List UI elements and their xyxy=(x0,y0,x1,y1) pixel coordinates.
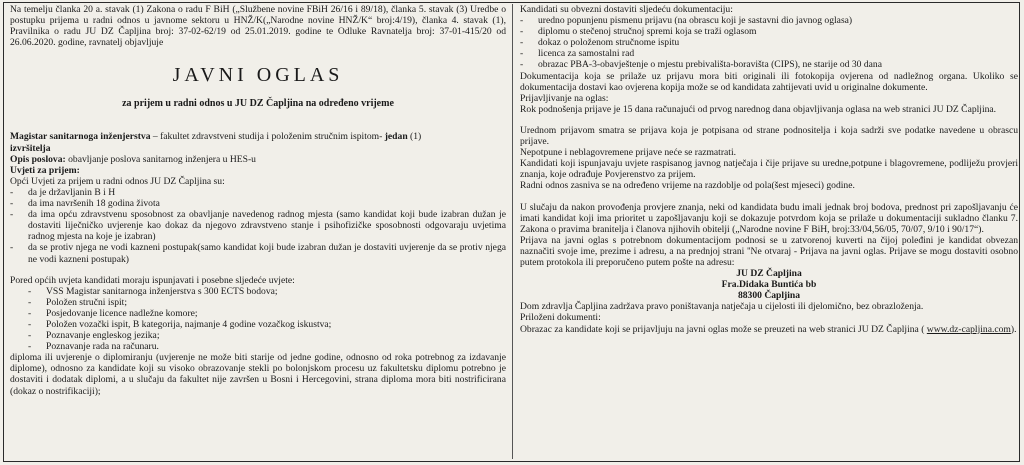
incomplete-application: Nepotpune i neblagovremene prijave neće se razmatrati. xyxy=(520,147,737,159)
list-item: - Poznavanje rada na računaru. xyxy=(28,341,159,353)
documentation-note: Dokumentacija koja se prilaže uz prijavu mora biti originali ili fotokopija ovjerena od nadležnog organa. Ukoliko se dokumentacija dostavi kao ovjerena kopija može se od kandidata zahtijevati uvid u originalne dokumente. xyxy=(520,70,1018,93)
job-description-label: Opis poslova: xyxy=(10,153,66,165)
list-item: - VSS Magistar sanitarnoga inženjerstva s 300 ECTS bodova; xyxy=(28,285,278,297)
conditions-heading-text: Uvjeti za prijem: xyxy=(10,164,80,176)
documents-list xyxy=(520,15,1018,70)
equal-points: U slučaju da nakon provođenja provjere znanja, neki od kandidata budu imali jednak broj bodova, prednost pri zapošljavanju će imati kandidat koji ima prioritet u zapošljavanju koji se dokazuje potvrdom koja se prilaže u dokumentaciji sukladno članku 7. Zakona o pravima branitelja i članova njihovih obitelji („Narodne novine F BiH, broj:33/04,56/05, 70/07, 9/10 i 90/17“). xyxy=(520,201,1018,235)
job-description-text: obavljanje poslova sanitarnog inženjera u HES-u xyxy=(65,153,256,165)
address-line: 88300 Čapljina xyxy=(737,290,801,302)
list-item: - da ima navršenih 18 godina života xyxy=(10,198,160,210)
job-description xyxy=(10,154,506,165)
general-conditions-list xyxy=(10,187,506,265)
special-conditions-list xyxy=(28,286,506,353)
documents-intro: Kandidati su obvezni dostaviti sljedeću dokumentaciju: xyxy=(520,4,733,15)
ad-title: JAVNI OGLAS xyxy=(172,64,344,87)
general-conditions-intro: Opći Uvjeti za prijem u radni odnos JU DZ Čapljina su: xyxy=(10,175,225,187)
position-count-num: (1) xyxy=(407,131,422,143)
diploma-note: diploma ili uvjerenje o diplomiranju (uvjerenje ne može biti starije od jedne godine, odnosno od roka potrebnog za izdavanje diplome), odnosno za kandidate koji su visoko obrazovanje stekli po bolonjskom procesu uz fakultetsku diplomu potrebno je dostaviti i dodatak diplomi, a u slučaju da fakultet nije završen u Bosni i Hercegovini, strana diploma mora biti nostrificirana (dokaz o nostrifikaciji); xyxy=(10,352,506,397)
conditions-heading xyxy=(10,165,506,176)
list-item: - diplomu o stečenoj stručnoj spremi koja se traži oglasom xyxy=(520,26,757,38)
list-item: - da ima opću zdravstvenu sposobnost za obavljanje navedenog radnog mjesta (samo kandidat koji bude izabran dužan je dostaviti liječničko uvjerenje kao dokaz da njegovo zdravstveno stanje i psihofizičke sposobnosti odgovaraju uvjetima radnog mjesta na koje je izabran) xyxy=(10,209,506,243)
list-item: - Položen stručni ispit; xyxy=(28,296,128,308)
address-line: Fra.Didaka Buntića bb xyxy=(721,279,817,291)
left-column xyxy=(10,4,506,397)
form-note-end: ). xyxy=(1010,323,1017,335)
application-label: Prijavljivanje na oglas: xyxy=(520,92,609,104)
employment-term: Radni odnos zasniva se na određeno vrijeme na razdoblje od pola(šest mjeseci) godine. xyxy=(520,180,855,192)
address-block xyxy=(520,268,1018,301)
list-item: - Položen vozački ispit, B kategorija, najmanje 4 godine vozačkog iskustva; xyxy=(28,318,332,330)
knowledge-check: Kandidati koji ispunjavaju uvjete raspisanog javnog natječaja i čije prijave su uredne,potpune i blagovremene, podliježu provjeri znanja, koje odrađuje Povjerenstvo za prijem. xyxy=(520,158,1018,181)
list-item: - obrazac PBA-3-obavještenje o mjestu prebivališta-boravišta (CIPS), ne starije od 30 dana xyxy=(520,59,882,71)
list-item: - uredno popunjenu pismenu prijavu (na obrascu koji je sastavni dio javnog oglasa) xyxy=(520,15,853,27)
position-detail: – fakultet zdravstveni studija i položenim stručnim ispitom- xyxy=(150,131,385,143)
list-item: - Poznavanje engleskog jezika; xyxy=(28,330,160,342)
right-column xyxy=(520,4,1018,335)
form-note xyxy=(520,324,1018,335)
intro-paragraph: Na temelju članka 20 a. stavak (1) Zakona o radu F BiH („Službene novine FBiH 26/16 i 89/18), članka 5. stavak (3) Uredbe o postupku prijema u radni odnos u javnome sektoru u HNŽ/K(„Narodne novine HNŽ/K“ broj:4/19), članka 4. stavak (1), Pravilnika o radu JU DZ Čapljina broj: 37-02-62/19 od 25.01.2019. godine te Odluke Ravnatelja broj: 37-01-415/20 od 26.06.2020. godine, ravnatelj objavljuje xyxy=(10,4,506,49)
column-divider xyxy=(512,4,513,459)
list-item: - dokaz o položenom stručnome ispitu xyxy=(520,37,680,49)
submission-instructions: Prijava na javni oglas s potrebnom dokumentacijom podnosi se u zatvorenoj kuverti na čijoj poleđini je kandidat obvezan naznačiti svoje ime, prezime i adresu, a na prednjoj strani ''Ne otvaraj - Prijava na javni oglas. Prijave se mogu dostaviti osobno putem protokola ili preporučeno putem pošte na adresu: xyxy=(520,234,1018,268)
valid-application: Urednom prijavom smatra se prijava koja je potpisana od strane podnositelja i koja sadrži sve podatke navedene u obrascu prijave. xyxy=(520,124,1018,148)
rights-reserved: Dom zdravlja Čapljina zadržava pravo poništavanja natječaja u cijelosti ili djelomično, bez obrazloženja. xyxy=(520,301,924,313)
website-link[interactable]: www.dz-capljina.com xyxy=(926,323,1011,335)
position-line xyxy=(10,131,506,153)
list-item: - da je državljanin B i H xyxy=(10,186,116,198)
position-executors: izvršitelja xyxy=(10,142,51,154)
list-item: - licenca za samostalni rad xyxy=(520,48,635,60)
attachments-label: Priloženi dokumenti: xyxy=(520,312,601,324)
position-name: Magistar sanitarnoga inženjerstva xyxy=(10,131,151,143)
position-count: jedan xyxy=(384,131,408,143)
list-item: - Posjedovanje licence nadležne komore; xyxy=(28,307,198,319)
list-item: - da se protiv njega ne vodi kazneni postupak(samo kandidat koji bude izabran dužan je dostaviti uvjerenje da se protiv njega ne vodi kazneni postupak) xyxy=(10,242,506,265)
address-line: JU DZ Čapljina xyxy=(736,268,802,280)
application-deadline: Rok podnošenja prijave je 15 dana računajući od prvog narednog dana objavljivanja oglasa na web stranici JU DZ Čapljina. xyxy=(520,103,997,115)
ad-subtitle: za prijem u radni odnos u JU DZ Čapljina na određeno vrijeme xyxy=(122,98,394,110)
special-conditions-intro: Pored općih uvjeta kandidati moraju ispunjavati i posebne sljedeće uvjete: xyxy=(10,274,295,286)
form-note-text: Obrazac za kandidate koji se prijavljuju na javni oglas može se preuzeti na web stranici JU DZ Čapljina ( xyxy=(520,323,927,335)
